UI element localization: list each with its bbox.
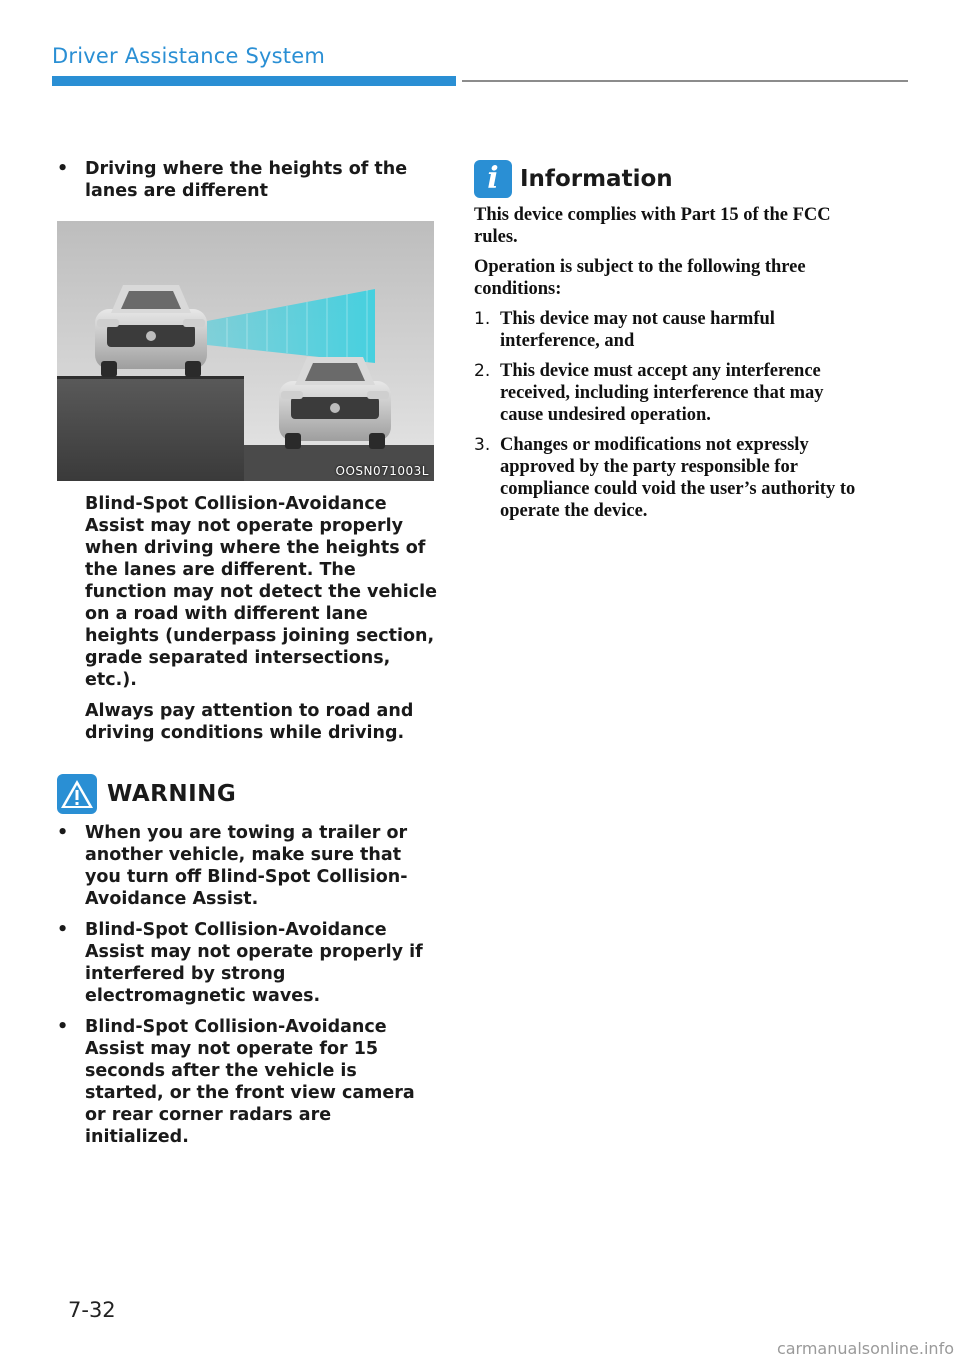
right-column — [474, 158, 864, 522]
warning-title: WARNING — [107, 781, 237, 807]
left-column — [57, 158, 439, 1157]
list-item — [57, 1016, 439, 1148]
bullet-item — [57, 158, 439, 202]
warning-heading — [57, 774, 439, 814]
item-text: Changes or modifications not expressly approved by the party responsible for compliance could void the user’s authority to operate the device. — [500, 435, 856, 521]
list-item-text: Blind-Spot Collision-Avoidance Assist may not operate properly if interfered by strong electromagnetic waves. — [85, 920, 423, 1006]
section-title: Driver Assistance System — [52, 44, 325, 68]
header-rule — [462, 80, 908, 82]
list-item — [57, 822, 439, 910]
warning-list — [57, 822, 439, 1148]
figure-code: OOSN071003L — [335, 464, 429, 478]
numbered-item — [474, 308, 864, 352]
body-paragraph: Blind-Spot Collision-Avoidance Assist may not operate properly when driving where the heights of the lanes are different. The function may not detect the vehicle on a road with different lane heights (underpass joining section, grade separated intersections, etc.). — [85, 494, 438, 690]
list-item-text: When you are towing a trailer or another vehicle, make sure that you turn off Blind-Spot Collision-Avoidance Assist. — [85, 823, 408, 909]
info-paragraph: Operation is subject to the following three conditions: — [474, 257, 806, 299]
info-icon: i — [474, 160, 512, 198]
item-number: 3. — [474, 435, 491, 455]
watermark: carmanualsonline.info — [776, 1339, 954, 1358]
item-number: 2. — [474, 361, 491, 381]
list-item — [57, 919, 439, 1007]
numbered-item — [474, 360, 864, 426]
item-text: This device may not cause harmful interference, and — [500, 309, 775, 351]
numbered-item — [474, 434, 864, 522]
info-paragraph: This device complies with Part 15 of the FCC rules. — [474, 205, 831, 247]
list-item-text: Blind-Spot Collision-Avoidance Assist may not operate for 15 seconds after the vehicle is started, or the front view camera or rear corner radars are initialized. — [85, 1017, 415, 1147]
warning-icon — [57, 774, 97, 814]
item-number: 1. — [474, 309, 491, 329]
bullet-dot: • — [57, 1017, 69, 1037]
bullet-dot: • — [57, 159, 69, 179]
item-text: This device must accept any interference received, including interference that may cause undesired operation. — [500, 361, 824, 425]
information-title: Information — [520, 166, 673, 192]
bullet-dot: • — [57, 823, 69, 843]
page-number: 7-32 — [68, 1298, 116, 1322]
bullet-text: Driving where the heights of the lanes are different — [85, 159, 408, 201]
illustration-svg — [57, 221, 434, 481]
lane-height-illustration — [57, 221, 434, 481]
bullet-dot: • — [57, 920, 69, 940]
information-heading — [474, 158, 864, 200]
header-accent-bar — [52, 76, 456, 86]
body-paragraph: Always pay attention to road and driving conditions while driving. — [85, 701, 414, 743]
